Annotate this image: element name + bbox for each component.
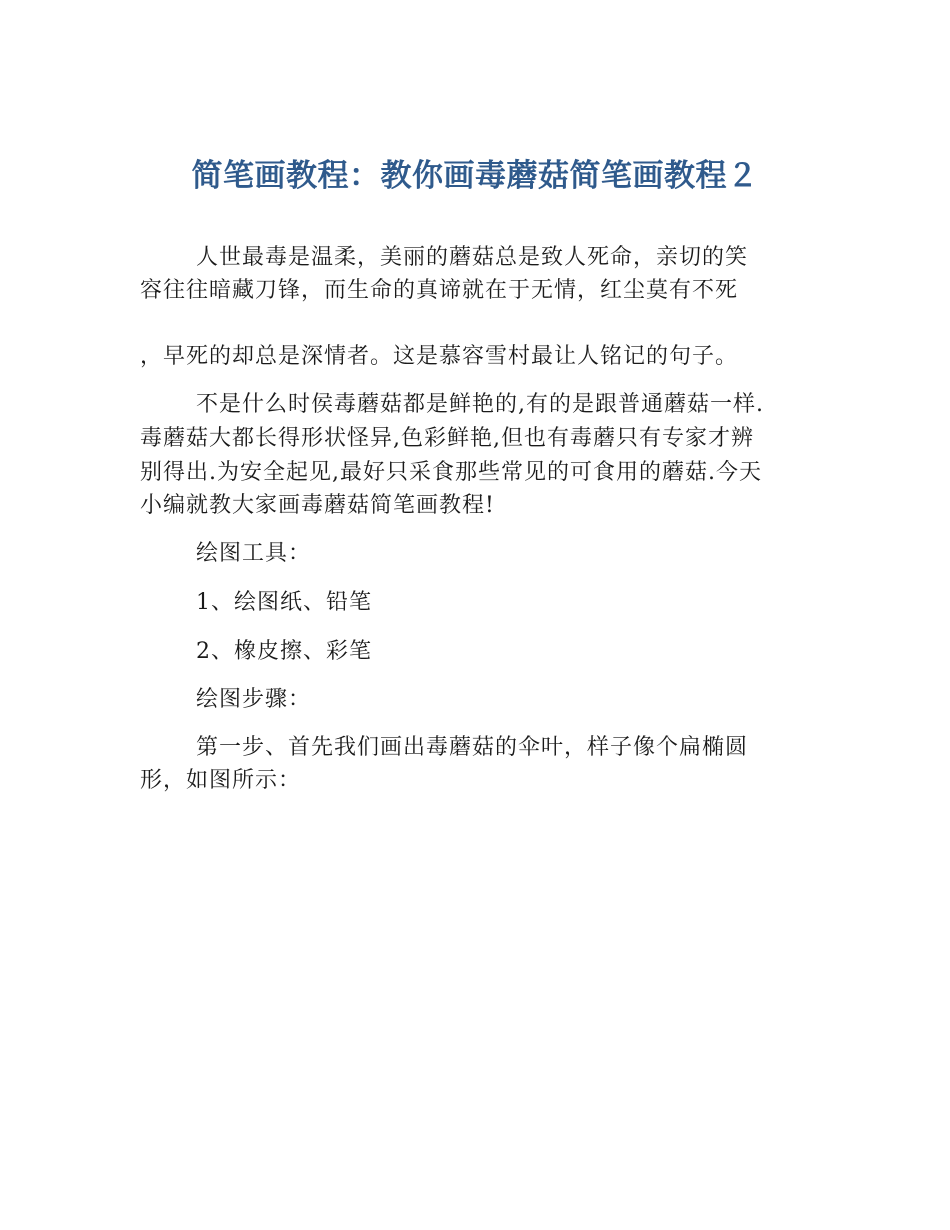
intro-line-2: 容往往暗藏刀锋，而生命的真谛就在于无情，红尘莫有不死 xyxy=(140,278,739,303)
description-line-3: 别得出.为安全起见,最好只采食那些常见的可食用的蘑菇.今天 xyxy=(140,460,762,485)
document-title: 简笔画教程：教你画毒蘑菇简笔画教程２ xyxy=(191,158,759,194)
intro-line-1: 人世最毒是温柔，美丽的蘑菇总是致人死命，亲切的笑 xyxy=(196,245,749,270)
description-line-2: 毒蘑菇大都长得形状怪异,色彩鲜艳,但也有毒蘑只有专家才辨 xyxy=(140,426,754,451)
tool-item-1: 1、绘图纸、铅笔 xyxy=(196,590,372,615)
step-1-line-2: 形，如图所示： xyxy=(140,768,302,793)
step-1-line-1: 第一步、首先我们画出毒蘑菇的伞叶，样子像个扁椭圆 xyxy=(196,735,749,760)
tool-item-2: 2、橡皮擦、彩笔 xyxy=(196,639,372,664)
tools-heading: 绘图工具： xyxy=(196,541,312,566)
description-line-1: 不是什么时侯毒蘑菇都是鲜艳的,有的是跟普通蘑菇一样. xyxy=(196,392,764,417)
intro-line-3: ，早死的却总是深情者。这是慕容雪村最让人铭记的句子。 xyxy=(140,344,739,369)
steps-heading: 绘图步骤： xyxy=(196,687,312,712)
description-line-4: 小编就教大家画毒蘑菇简笔画教程! xyxy=(140,493,495,518)
